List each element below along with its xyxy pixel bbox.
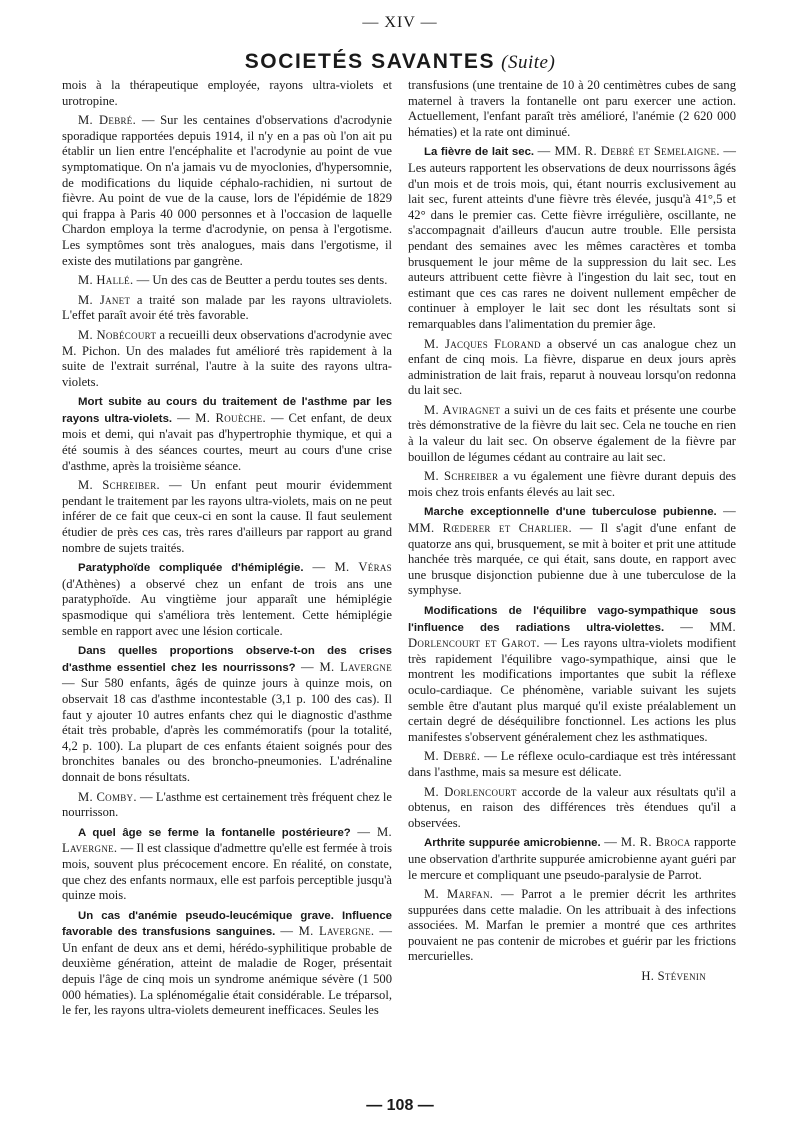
speaker-name: M. Nobécourt [78, 327, 157, 342]
paragraph [408, 785, 736, 832]
speaker-name: — M. Lavergne [300, 659, 393, 674]
paragraph-text: — Un enfant de deux ans et demi, hérédo-syphilitique probable de deuxième génération, atteint de maladie de Roger, présentait depuis l'âge de cinq mois un syndrome anémique sévère (1 500 000 hématies). La splénomégalie était considérable. Le tréparsol, le fer, les rayons ultra-violets demeurent inefficaces. Seules les [62, 924, 392, 1018]
speaker-name: M. Dorlencourt [424, 784, 517, 799]
paragraph [408, 403, 736, 465]
speaker-name: — M. Véras [312, 560, 392, 575]
paragraph [62, 273, 392, 289]
speaker-name: M. Aviragnet [424, 402, 501, 417]
speaker-name: M. Schreiber. [78, 478, 160, 493]
paragraph-text: a suivi un de ces faits et présente une courbe très démonstrative de la fièvre du lait sec. Cela ne touche en rien à la valeur du lait sec. On observe également de la fièvre par bouillon de légumes cédant au contraire au lait sec. [408, 402, 736, 464]
speaker-name: — M. Lavergne. [62, 824, 392, 856]
speaker-name: — MM. R. Debré et Semelaigne. [537, 144, 720, 159]
paragraph-text: rapporte une observation d'arthrite suppurée amicrobienne ayant guéri par le mercure et compliquant une pseudo-paralysie de Parrot. [408, 835, 736, 882]
paragraph-text: — Sur 580 enfants, âgés de quinze jours à quinze mois, on observait 18 cas d'asthme incontestable (3,1 p. 100 des cas). Il faut y ajouter 10 autres enfants chez qui le diagnostic d'asthme était très probable, d'après les commémoratifs (pour la totalité, 4,2 p. 100). La plupart de ces enfants étaient soignés pour des bronchites banales ou des broncho-pneumonies. L'adrénaline donnait de bons résultats. [62, 676, 392, 784]
section-heading: Arthrite suppurée amicrobienne. [424, 837, 601, 850]
paragraph-text: — Un des cas de Beutter a perdu toutes ses dents. [136, 273, 388, 288]
paragraph-text: — Cet enfant, de deux mois et demi, qui n'avait pas d'hypertrophie thymique, et qui a été soumis à des séances courtes, meurt au cours d'une crise d'asthme, après la troisième séance. [62, 410, 392, 473]
section-heading: La fièvre de lait sec. [424, 146, 535, 159]
paragraph-text: — L'asthme est certainement très fréquent chez le nourrisson. [62, 789, 392, 820]
paragraph-text: a observé un cas analogue chez un enfant de cinq mois. La fièvre, disparue en deux jours après administration de lait frais, reparut à nouveau lorsqu'on redonna du lait sec. [408, 336, 736, 398]
speaker-name: — M. Rouèche. [177, 410, 266, 425]
page-title [0, 50, 800, 74]
speaker-name: M. Marfan. [424, 887, 494, 902]
speaker-name: M. Jacques Florand [424, 336, 541, 351]
paragraph [408, 887, 736, 965]
paragraph-text: — Sur les centaines d'observations d'acrodynie sporadique rapportées depuis 1914, il n'y en a pas où l'on ait pu établir un lien entre l'encéphalite et l'acrodynie au point de vue symptomatique. On n'a jamais vu de myoclonies, d'hypersomnie, de modifications du liquide céphalo-rachidien, ni surtout de fièvre. Au point de vue de la cause, lors de l'épidémie de 1829 qui frappa à Paris 40 000 personnes et à l'occasion de laquelle Chardon employa la terme d'acrodynie, on pensa à l'ergotisme. Les symptômes sont très analogues, mais dans l'ergotisme, il existe des mutilations par gangrène. [62, 113, 392, 268]
paragraph [62, 790, 392, 821]
paragraph-text: — Un enfant peut mourir évidemment pendant le traitement par les rayons ultra-violets, mais on ne peut inférer de ce fait que ceux-ci en sont la cause. Il faut seulement étudier de près ces cas, très rares d'ailleurs par rapport au grand nombre de sujets traités. [62, 478, 392, 555]
section-heading: Paratyphoïde compliquée d'hémiplégie. [78, 562, 304, 575]
speaker-name: M. Hallé. [78, 273, 134, 288]
right-column [408, 78, 736, 985]
section [62, 560, 392, 639]
paragraph-text: — Il est classique d'admettre qu'elle est fermée à trois mois, souvent plus précocement encore. En réalité, on constate, que chez des enfants normaux, elle est parfois perceptible jusqu'à quinze mois. [62, 841, 393, 903]
paragraph [62, 478, 392, 556]
page-title-text: SOCIETÉS SAVANTES [244, 50, 496, 73]
paragraph-text: accorde de la valeur aux résultats qu'il a obtenus, en raison des différences très étendues qu'il a observées. [408, 784, 736, 830]
speaker-name: — M. Lavergne. [280, 924, 375, 939]
speaker-name: M. Debré. [78, 113, 137, 128]
page-title-suffix: (Suite) [501, 52, 556, 73]
section-heading: Dans quelles proportions observe-t-on des crises d'asthme essentiel chez les nourrissons? [62, 645, 392, 674]
section [408, 504, 736, 599]
paragraph: transfusions (une trentaine de 10 à 20 centimètres cubes de sang maternel à travers la fontanelle ont paru exercer une action. Actuellement, l'enfant paraît très amélioré, l'anémie (2 620 000 hématies) et la rate ont diminué. [408, 78, 736, 139]
paragraph [408, 749, 736, 780]
section [408, 603, 736, 745]
speaker-name: — MM. Rœderer et Charlier. [408, 504, 736, 536]
paragraph [408, 469, 736, 500]
speaker-name: M. Comby. [78, 789, 137, 804]
speaker-name: — MM. Dorlencourt et Garot. [408, 619, 736, 651]
section [62, 643, 392, 785]
paragraph-text: — Le réflexe oculo-cardiaque est très intéressant dans l'asthme, mais sa mesure est délicate. [408, 749, 736, 779]
section-numeral: — XIV — [362, 14, 438, 31]
speaker-name: M. Schreiber [424, 469, 499, 484]
paragraph-text: (d'Athènes) a observé chez un enfant de trois ans une paratyphoïde. Au vingtième jour apparaît une hémiplégie spasmodique qui s'améliora très lentement. Cette hémiplégie semble en rapport avec une lésion corticale. [62, 576, 392, 638]
section [408, 144, 736, 332]
section [62, 825, 392, 904]
paragraph-text: a traité son malade par les rayons ultraviolets. L'effet paraît avoir été très favorable. [62, 292, 392, 323]
speaker-name: M. Janet [78, 292, 131, 307]
page-number: — 108 — [366, 1097, 434, 1114]
section [408, 835, 736, 883]
paragraph-text: a recueilli deux observations d'acrodynie avec M. Pichon. Un des malades fut amélioré très rapidement à la suite de l'extrait surrénal, l'autre à la suite des rayons ultra-violets. [62, 327, 392, 389]
paragraph [62, 328, 392, 390]
paragraph-text: — Il s'agit d'une enfant de quatorze ans qui, brusquement, se mit à boiter et prit une attitude hanchée très marquée, ce qui était, sans doute, en rapport avec une brusque disjonction pubienne due à une tuberculose de la symphyse. [408, 521, 737, 598]
speaker-name: — M. R. Broca [604, 835, 691, 850]
paragraph-text: — Parrot a le premier décrit les arthrites suppurées dans cette maladie. On les attribuait à des infections associées. M. Marfan le premier a montré que ces arthrites pouvaient ne pas contenir de microbes et guérir par les frictions mercurielles. [408, 887, 736, 964]
section-heading: Marche exceptionnelle d'une tuberculose pubienne. [424, 506, 717, 519]
section [62, 394, 392, 474]
speaker-name: M. Debré. [424, 749, 481, 764]
paragraph [408, 337, 736, 399]
paragraph: mois à la thérapeutique employée, rayons ultra-violets et urotropine. [62, 78, 392, 108]
author-signature: H. Stévenin [641, 969, 706, 984]
section-heading: Modifications de l'équilibre vago-sympathique sous l'influence des radiations ultra-violettes. [408, 605, 736, 634]
paragraph [62, 113, 392, 269]
section-heading: Un cas d'anémie pseudo-leucémique grave. Influence favorable des transfusions sanguines. [62, 909, 392, 939]
section [62, 908, 392, 1019]
paragraph-text: — Les auteurs rapportent les observations de deux nourrissons âgés d'un mois et de trois mois, qui, étant nourris exclusivement au lait sec, furent atteints d'une fièvre très élevée, jusqu'à 41°,5 et 42° dans le premier cas. Cette fièvre irrégulière, oscillante, ne s'accompagnait d'ailleurs d'aucun autre trouble. Elle persista pendant des semaines avec les mêmes caractères et tomba brusquement le jour même de la suppression du lait sec. Les auteurs attribuent cette fièvre à l'ingestion du lait sec, tout en estimant que ces cas rares ne doivent nullement empêcher de continuer à employer le lait sec dont les résultats sont si remarquables dans l'alimentation du premier âge. [408, 144, 736, 331]
paragraph-text: — Les rayons ultra-violets modifient très rapidement l'équilibre vago-sympathique, ainsi que le montrent les modifications importantes que subit la réflexe oculo-cardiaque. Ce phénomène, variable suivant les sujets semble être d'autant plus marqué qu'il existe préalablement un certain degré de déséquilibre fonctionnel. Les actions les plus manifestes s'observent généralement chez les asthmatiques. [408, 636, 736, 744]
section-heading: A quel âge se ferme la fontanelle postérieure? [78, 826, 351, 839]
paragraph [62, 293, 392, 324]
section-heading: Mort subite au cours du traitement de l'asthme par les rayons ultra-violets. [62, 396, 392, 425]
left-column [62, 78, 392, 1023]
paragraph-text: a vu également une fièvre durant depuis des mois chez trois enfants élevés au lait sec. [408, 469, 737, 499]
